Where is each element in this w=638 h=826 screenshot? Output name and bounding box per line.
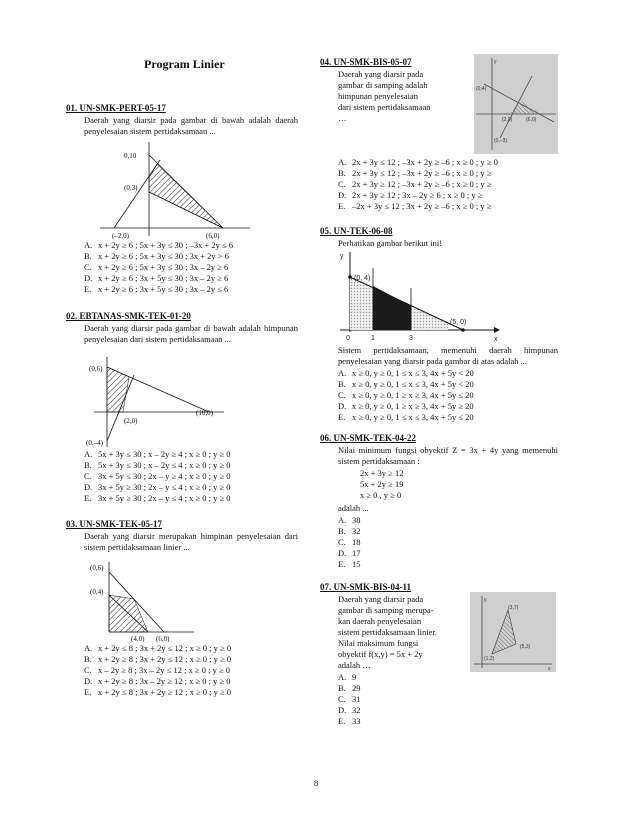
q05-label-y: y (340, 253, 344, 260)
q07-text: Daerah yang diarsir pada gambar di samping merupa- kan daerah penyelesaian sistem pertidaksamaan linier. Nilai maksimum fungsi obyektif f(x,y) = 5x + 2y adalah … (338, 594, 437, 670)
q02-option-a[interactable]: A. 5x + 3y ≤ 30 ; x – 2y ≥ 4 ; x ≥ 0 ; y ≥ 0 (84, 449, 231, 459)
q05-text: Perhatikan gambar berikut ini! (338, 238, 443, 248)
q05-graph (338, 248, 504, 344)
q07-label-5-3: (5,3) (520, 644, 531, 650)
q05-label-0-4: (0, 4) (354, 275, 371, 282)
q03-header: 03. UN-SMK-TEK-05-17 (66, 519, 162, 529)
q07-option-b[interactable]: B. 29 (338, 683, 361, 693)
q03-label-0: (0,6) (90, 564, 104, 572)
q06-option-e[interactable]: E. 15 (338, 559, 361, 569)
q04-option-d[interactable]: D. 2x + 3y ≥ 12 ; 3x – 2y ≥ 6 ; x ≥ 0 ; y ≥ (338, 190, 483, 200)
q01-label-0: 0,10 (124, 152, 137, 160)
q01-option-d[interactable]: D. x + 2y ≥ 6 ; 3x + 5y ≤ 30 ; 3x – 2y ≥ 6 (84, 273, 229, 283)
q05-label-x: x (494, 336, 498, 343)
q03-label-3: (6,0) (156, 635, 170, 642)
q05-option-a[interactable]: A. x ≥ 0, y ≥ 0, 1 ≤ x ≤ 3, 4x + 5y < 20 (338, 368, 474, 378)
page-title: Program Linier (144, 57, 225, 71)
q02-shaded-region (107, 367, 129, 412)
q01-graph (100, 140, 260, 240)
q05-option-c[interactable]: C. x ≥ 0, y ≥ 0, 1 ≥ x ≥ 3, 4x + 5y ≤ 20 (338, 390, 474, 400)
q03-text: Daerah yang diarsir merupakan himpinan penyelesaian dari sistem pertidaksamaan linier ... (84, 531, 298, 552)
q07-label-3-7: (3,7) (508, 605, 519, 611)
q02-options (84, 449, 231, 504)
q02-option-c[interactable]: C. 3x + 5y ≤ 30 ; 2x – y ≥ 4 ; x ≥ 0 ; y ≥ 0 (84, 471, 231, 481)
q04-label-1: (0,4) (476, 86, 487, 92)
q06-text2: adalah ... (338, 503, 369, 513)
q05-option-b[interactable]: B. x ≥ 0, y ≥ 0, 1 ≤ x ≤ 3, 4x + 5y < 20 (338, 379, 474, 389)
q07-header: 07. UN-SMK-BIS-04-11 (320, 582, 412, 592)
q07-photo-graph (470, 592, 556, 672)
q04-options (338, 157, 498, 212)
q01-option-b[interactable]: B. x + 2y ≥ 6 ; 5x + 3y ≤ 30 ; 3x + 2y > 6 (84, 251, 229, 261)
q05-label-1: 1 (371, 335, 375, 342)
q02-graph (84, 355, 234, 449)
q05-text2: Sistem pertidaksamaan, memenuhi daerah himpunan penyelesaian yang diarsir pada gambar di atas adalah ... (338, 345, 558, 366)
q03-option-e[interactable]: E. x + 2y ≤ 8 ; 3x + 2y ≥ 12 ; x ≥ 0 ; y ≥ 0 (84, 687, 232, 697)
q05-shaded-region (373, 286, 411, 330)
q06-options (338, 515, 361, 570)
q01-text: Daerah yang diarsir pada gambar di bawah adalah daerah penyelesaian sistem pertidaksamaan ... (84, 115, 298, 136)
q03-graph (84, 560, 204, 642)
q07-label-1-2: (1,2) (484, 656, 495, 662)
q01-options (84, 240, 233, 295)
q05-label-3: 3 (409, 335, 413, 342)
q06-option-a[interactable]: A. 38 (338, 515, 361, 525)
q07-option-c[interactable]: C. 31 (338, 694, 361, 704)
q01-label-2: (–2,0) (112, 232, 129, 240)
q01-label-3: (6,0) (206, 232, 220, 240)
q03-label-2: (4,0) (131, 635, 145, 642)
q05-options (338, 368, 474, 423)
q05-label-origin: 0 (346, 335, 350, 342)
q01-shaded-region (149, 164, 223, 228)
page-number: 8 (314, 778, 319, 788)
q07-option-a[interactable]: A. 9 (338, 672, 357, 682)
q04-label-0: y (494, 59, 497, 65)
q06-header: 06. UN-SMK-TEK-04-22 (320, 433, 416, 443)
q04-label-2: (2,0) (502, 117, 513, 123)
q04-header: 04. UN-SMK-BIS-05-07 (320, 57, 412, 67)
q04-option-a[interactable]: A. 2x + 3y ≤ 12 ; –3x + 2y ≥ –6 ; x ≥ 0 ; y ≥ 0 (338, 157, 498, 167)
q07-label-y: y (484, 597, 487, 603)
q03-options (84, 643, 231, 698)
q04-option-b[interactable]: B. 2x + 3y ≤ 12 ; –3x + 2y ≥ –6 ; x ≥ 0 ; y ≥ (338, 168, 492, 178)
q05-option-d[interactable]: D. x ≥ 0, y ≥ 0, 1 ≥ x ≥ 3, 4x + 5y ≥ 20 (338, 401, 474, 411)
q03-option-a[interactable]: A. x + 2y ≤ 8 ; 3x + 2y ≤ 12 ; x ≥ 0 ; y ≥ 0 (84, 643, 232, 653)
q04-option-e[interactable]: E. –2x + 3y ≤ 12 ; 3x + 2y ≥ –6 ; x ≥ 0 ; y ≥ (338, 201, 492, 211)
q05-light-region (350, 277, 373, 330)
q01-label-1: (0,3) (124, 184, 138, 192)
q02-label-3: (0,–4) (86, 439, 103, 447)
q07-option-d[interactable]: D. 32 (338, 705, 361, 715)
q04-text: Daerah yang diarsir pada gambar di samping adalah himpunan penyelesaian dari sistem pertidaksamaan … (338, 69, 431, 123)
q01-header: 01. UN-SMK-PERT-05-17 (66, 103, 166, 113)
q01-option-c[interactable]: C. x + 2y ≥ 6 ; 5x + 3y ≤ 30 ; 3x – 2y ≥ 6 (84, 262, 229, 272)
q05-light-region-right (411, 306, 448, 330)
q03-option-b[interactable]: B. x + 2y ≥ 8 ; 3x + 2y ≤ 12 ; x ≥ 0 ; y ≥ 0 (84, 654, 232, 664)
q02-text: Daerah yang diarsir pada gambar di bawah adalah himpunan penyelesaian dari sistem pertidaksamaan ... (84, 323, 298, 344)
q03-shaded-region (109, 595, 148, 632)
q02-option-b[interactable]: B. 5x + 3y ≤ 30 ; x – 2y ≤ 4 ; x ≥ 0 ; y ≥ 0 (84, 460, 231, 470)
q02-label-1: (10,0) (196, 409, 213, 417)
q06-option-c[interactable]: C. 18 (338, 537, 361, 547)
q02-option-d[interactable]: D. 3x + 5y ≥ 30 ; 2x – y ≤ 4 ; x ≥ 0 ; y ≥ 0 (84, 482, 231, 492)
q01-option-e[interactable]: E. x + 2y ≥ 6 ; 3x + 5y ≤ 30 ; 3x – 2y ≤ 6 (84, 284, 229, 294)
q04-label-4: (0,–3) (494, 138, 508, 144)
q03-option-d[interactable]: D. x + 2y ≥ 8 ; 3x – 2y ≥ 12 ; x ≥ 0 ; y ≥ 0 (84, 676, 231, 686)
q03-option-c[interactable]: C. x – 2y ≥ 8 ; 3x – 2y ≤ 12 ; x ≥ 0 ; y ≥ 0 (84, 665, 230, 675)
q04-option-c[interactable]: C. 2x + 3y ≥ 12 ; –3x + 2y ≥ –6 ; x ≥ 0 ; y ≥ (338, 179, 492, 189)
q02-label-0: (0,6) (89, 365, 103, 373)
q02-header: 02. EBTANAS-SMK-TEK-01-20 (66, 311, 191, 321)
q07-options (338, 672, 361, 727)
q07-option-e[interactable]: E. 33 (338, 716, 361, 726)
q04-label-3: (6,0) (526, 117, 537, 123)
q06-system: 2x + 3y ≥ 12 5x + 2y ≥ 19 x ≥ 0 , y ≥ 0 (360, 468, 404, 500)
q02-option-e[interactable]: E. 3x + 5y ≥ 30 ; 2x – y ≤ 4 ; x ≥ 0 ; y ≥ 0 (84, 493, 231, 503)
q05-label-5-0: (5, 0) (450, 319, 467, 326)
q06-text: Nilai minimum fungsi obyektif Z = 3x + 4y yang memenuhi sistem pertidaksamaan : (338, 445, 558, 466)
q05-header: 05. UN-TEK-06-08 (320, 226, 393, 236)
q02-label-2: (2,0) (124, 417, 138, 425)
q06-option-d[interactable]: D. 17 (338, 548, 361, 558)
q03-label-1: (0,4) (90, 588, 104, 596)
q01-option-a[interactable]: A. x + 2y ≥ 6 ; 5x + 3y ≤ 30 ; –3x + 2y ≤ 6 (84, 240, 234, 250)
q04-photo-graph (474, 54, 558, 154)
q05-option-e[interactable]: E. x ≥ 0, y ≥ 0, 1 ≤ x ≤ 3, 4x + 5y ≤ 20 (338, 412, 474, 422)
q06-option-b[interactable]: B. 32 (338, 526, 361, 536)
q07-label-x: x (548, 666, 551, 672)
